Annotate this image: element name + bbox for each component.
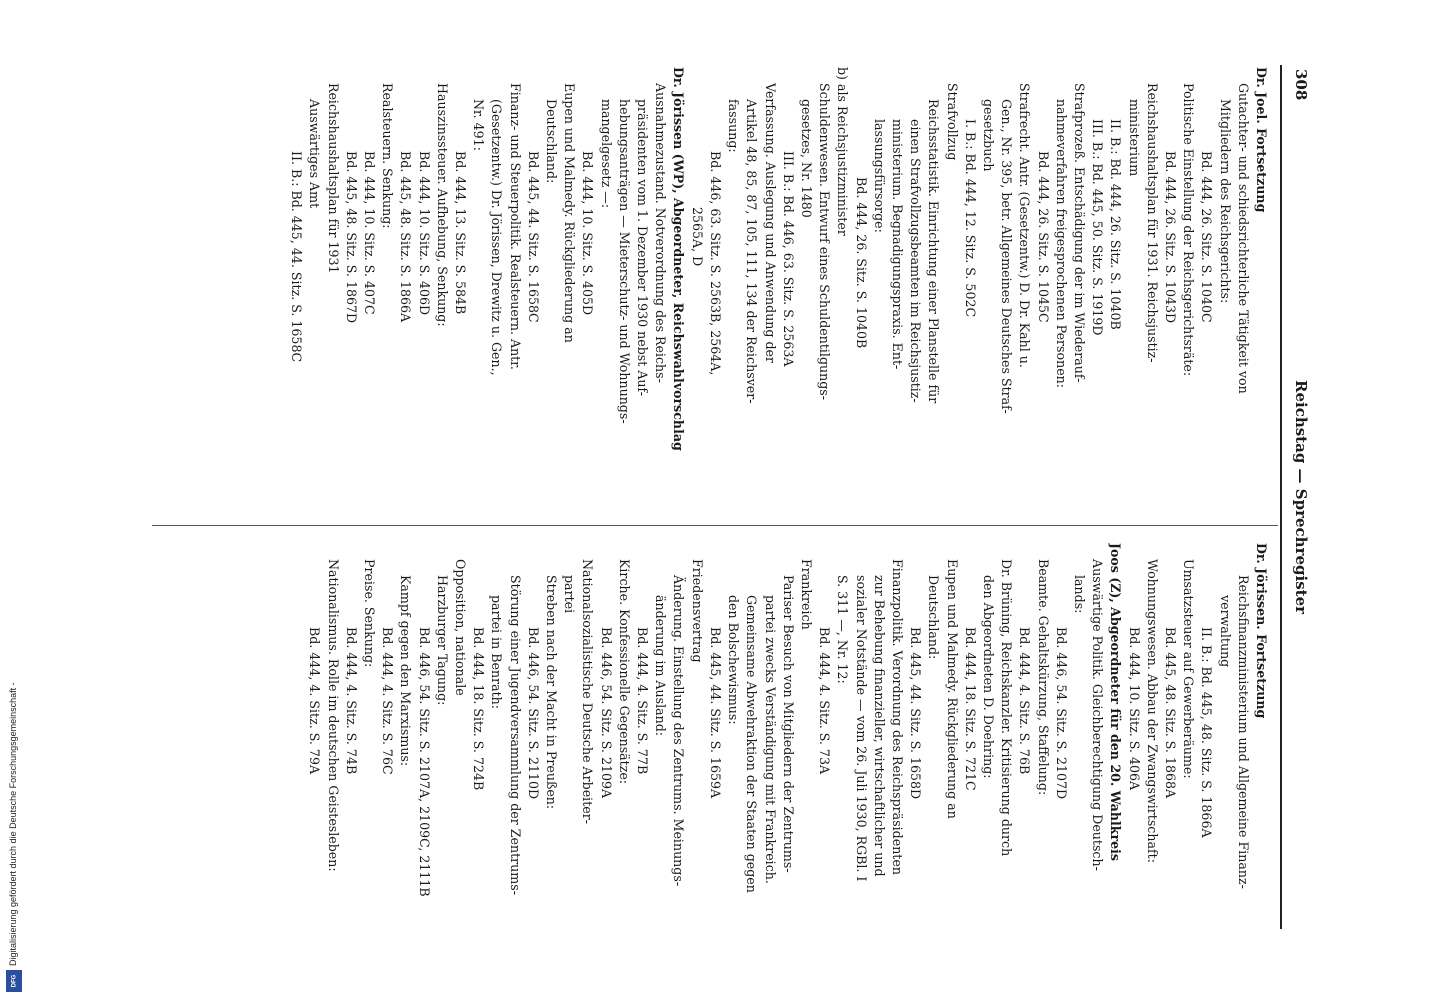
register-entry-line: änderung im Ausland:	[653, 595, 669, 737]
register-entry-line: III. B.: Bd. 446, 63. Sitz. S. 2563A	[780, 151, 796, 367]
register-entry-line: Gutachter- und schiedsrichterliche Tätigkeit von	[1235, 83, 1251, 394]
register-name-heading: Joos (Z), Abgeordneter für den 20. Wahlkreis	[1108, 543, 1124, 862]
register-entry-line: Bd. 445, 44. Sitz. S. 1658D	[908, 627, 924, 800]
dfg-logo-text: DFG	[10, 974, 17, 988]
register-entry-line: Artikel 48, 85, 87, 105, 111, 134 der Reichsver-	[744, 99, 760, 404]
register-entry-line: Bd. 446, 54. Sitz. S. 2109A	[598, 627, 614, 799]
register-entry-line: zur Behebung finanzieller, wirtschaftlicher und	[871, 575, 887, 877]
register-entry-line: Harzburger Tagung:	[434, 575, 450, 706]
register-entry-line: Bd. 444, 26. Sitz. S. 1040B	[853, 177, 869, 349]
footer-credit: Digitalisierung gefördert durch die Deutsche Forschungsgemeinschaft -	[8, 682, 18, 966]
register-entry-line: Bd. 446, 54. Sitz. S. 2107A, 2109C, 2111B	[416, 627, 432, 897]
register-entry-line: gesetzbuch	[980, 99, 996, 172]
register-entry-line: Preise. Senkung:	[362, 559, 378, 668]
register-entry-line: Deutschland:	[544, 99, 560, 184]
register-entry-line: Beamte. Gehaltskürzung, Staffelung:	[1035, 559, 1051, 796]
right-column	[305, 543, 1270, 993]
register-name-heading: Dr. Jörissen. Fortsetzung	[1254, 543, 1269, 719]
register-entry-line: Reichsstatistik. Einrichtung einer Planstelle für	[926, 99, 942, 404]
register-entry-line: Kirche. Konfessionelle Gegensätze:	[616, 559, 632, 785]
digitization-footer	[2, 600, 28, 995]
dfg-logo	[6, 970, 22, 992]
register-entry-line: Bd. 444, 4. Sitz. S. 73A	[817, 627, 833, 775]
register-entry-line: Gemeinsame Abwehraktion der Staaten gegen	[744, 595, 760, 893]
register-entry-line: Strafvollzug	[944, 83, 960, 161]
left-column	[287, 67, 1270, 517]
register-entry-line: Bd. 444, 4. Sitz. S. 77B	[635, 627, 651, 775]
register-entry-line: Nr. 491:	[471, 99, 487, 151]
register-entry-line: Reichsfinanzministerium und Allgemeine Finanz-	[1235, 575, 1251, 889]
register-entry-line: gesetzes, Nr. 1480	[798, 99, 814, 218]
register-entry-line: Gen., Nr. 395, betr. Allgemeines Deutsches Straf-	[999, 99, 1015, 414]
register-entry-line: Umsatzsteuer auf Gewerberäume:	[1181, 559, 1197, 779]
register-entry-line: Deutschland:	[926, 575, 942, 660]
register-entry-line: Bd. 444, 4. Sitz. S. 76C	[380, 627, 396, 775]
register-entry-line: Bd. 444, 4. Sitz. S. 74B	[343, 627, 359, 775]
register-entry-line: Bd. 444, 4. Sitz. S. 79A	[307, 627, 323, 775]
column-divider	[152, 525, 1278, 526]
register-entry-line: Finanz- und Steuerpolitik. Realsteuern. Antr.	[507, 83, 523, 370]
register-entry-line: Bd. 444, 18. Sitz. S. 721C	[962, 627, 978, 791]
register-entry-line: Bd. 444, 26. Sitz. S. 1040C	[1199, 151, 1215, 323]
register-entry-line: Kampf gegen den Marxismus:	[398, 575, 414, 767]
register-entry-line: II. B.: Bd. 445, 48. Sitz. S. 1866A	[1199, 627, 1215, 838]
register-entry-line: einen Strafvollzugsbeamten im Reichsjustiz-	[908, 119, 924, 403]
register-entry-line: Ausnahmezustand. Notverordnung des Reichs-	[653, 83, 669, 383]
register-entry-line: lands:	[1071, 575, 1087, 614]
register-entry-line: Politische Einstellung der Reichsgerichtsräte:	[1181, 83, 1197, 377]
register-entry-line: Dr. Brüning, Reichskanzler. Kritisierung durch	[999, 559, 1015, 857]
register-entry-line: (Gesetzentw.) Dr. Jörissen, Drewitz u. Gen.,	[489, 99, 505, 376]
register-entry-line: Änderung. Einstellung des Zentrums. Meinungs-	[671, 575, 687, 887]
register-entry-line: Hauszinssteuer. Aufhebung, Senkung:	[434, 83, 450, 327]
register-entry-line: b) als Reichsjustizminister	[835, 67, 851, 236]
register-entry-line: Bd. 445, 48. Sitz. S. 1868A	[1162, 627, 1178, 799]
register-entry-line: Bd. 444, 10. Sitz. S. 405D	[580, 151, 596, 316]
register-entry-line: Bd. 445, 44. Sitz. S. 1659A	[707, 627, 723, 799]
register-entry-line: Bd. 444, 26. Sitz. S. 1043D	[1162, 151, 1178, 324]
register-entry-line: II. B.: Bd. 444, 26. Sitz. S. 1040B	[1108, 119, 1124, 330]
register-entry-line: Realsteuern. Senkung:	[380, 83, 396, 229]
register-name-heading: Dr. Jörissen (WP), Abgeordneter, Reichswahlvorschlag	[671, 67, 687, 451]
register-entry-line: 2565A, D	[689, 207, 705, 267]
register-entry-line: III. B.: Bd. 445, 50. Sitz. S. 1919D	[1090, 119, 1106, 336]
register-entry-line: ministerium	[1126, 99, 1142, 177]
register-entry-line: II. B.: Bd. 445, 44. Sitz. S. 1658C	[289, 151, 305, 363]
register-entry-line: sozialer Notstände — vom 26. Juli 1930, RGBl. I	[853, 575, 869, 882]
register-entry-line: Bd. 444, 4. Sitz. S. 76B	[1017, 627, 1033, 775]
register-entry-line: Eupen und Malmedy. Rückgliederung an	[562, 83, 578, 343]
register-entry-line: Strafrecht. Antr. (Gesetzentw.) D. Dr. Kahl u.	[1017, 83, 1033, 368]
register-entry-line: partei	[562, 575, 578, 614]
register-entry-line: Bd. 446, 54. Sitz. S. 2110D	[525, 627, 541, 800]
register-entry-line: mangelgesetz —:	[598, 99, 614, 209]
register-entry-line: Nationalsozialistische Deutsche Arbeiter-	[580, 559, 596, 825]
register-entry-line: partei in Benrath:	[489, 595, 505, 710]
register-entry-line: ministerium. Begnadigungspraxis. Ent-	[889, 119, 905, 370]
register-entry-line: Bd. 444, 26. Sitz. S. 1045C	[1035, 151, 1051, 323]
register-entry-line: S. 311 —, Nr. 12:	[835, 575, 851, 684]
register-entry-line: Bd. 444, 18. Sitz. S. 724B	[471, 627, 487, 791]
register-entry-line: Bd. 446, 54. Sitz. S. 2107D	[1053, 627, 1069, 800]
running-title: Reichstag — Sprechregister	[1292, 379, 1310, 615]
register-name-heading: Dr. Joel. Fortsetzung	[1254, 67, 1269, 213]
register-entry-line: Mitgliedern des Reichsgerichts:	[1217, 99, 1233, 304]
register-entry-line: Bd. 445, 48. Sitz. S. 1866A	[398, 151, 414, 323]
register-entry-line: Verfassung. Auslegung und Anwendung der	[762, 83, 778, 364]
register-entry-line: Finanzpolitik. Verordnung des Reichspräsidenten	[889, 559, 905, 875]
page-number: 308	[1292, 69, 1310, 101]
register-entry-line: Störung einer Jugendversammlung der Zentrums-	[507, 575, 523, 895]
register-entry-line: Reichshaushaltsplan für 1931. Reichsjustiz-	[1144, 83, 1160, 363]
register-page	[112, 45, 1322, 955]
register-entry-line: Nationalismus. Rolle im deutschen Geistesleben:	[325, 559, 341, 872]
register-entry-line: den Abgeordneten D. Doehring:	[980, 575, 996, 779]
register-entry-line: Pariser Besuch von Mitgliedern der Zentrums-	[780, 575, 796, 873]
register-entry-line: Bd. 445, 44. Sitz. S. 1658C	[525, 151, 541, 323]
register-entry-line: Bd. 444, 10. Sitz. S. 406D	[416, 151, 432, 316]
register-entry-line: den Bolschewismus:	[726, 595, 742, 725]
register-entry-line: Bd. 446, 63. Sitz. S. 2563B, 2564A,	[707, 151, 723, 376]
register-entry-line: Reichshaushaltsplan für 1931	[325, 83, 341, 274]
register-entry-line: Bd. 444, 10. Sitz. S. 407C	[362, 151, 378, 315]
register-entry-line: Opposition, nationale	[453, 559, 469, 696]
register-entry-line: hebungsanträgen — Mieterschutz- und Wohnungs-	[616, 99, 632, 424]
register-entry-line: fassung:	[726, 99, 742, 153]
register-entry-line: Wohnungswesen. Abbau der Zwangswirtschaft:	[1144, 559, 1160, 863]
register-entry-line: Friedensvertrag	[689, 559, 705, 663]
page-header	[1286, 69, 1312, 925]
register-entry-line: Auswärtige Politik. Gleichberechtigung Deutsch-	[1090, 559, 1106, 871]
register-entry-line: Streben nach der Macht in Preußen:	[544, 575, 560, 810]
register-entry-line: I. B.: Bd. 444, 12. Sitz. S. 502C	[962, 119, 978, 318]
register-entry-line: präsidenten vom 1. Dezember 1930 nebst Auf-	[635, 99, 651, 396]
register-entry-line: Eupen und Malmedy. Rückgliederung an	[944, 559, 960, 819]
register-entry-line: Bd. 444, 10. Sitz. S. 406A	[1126, 627, 1142, 791]
register-entry-line: lassungsfürsorge:	[871, 119, 887, 233]
register-entry-line: Bd. 444, 13. Sitz. S. 584B	[453, 151, 469, 315]
register-entry-line: partei zwecks Verständigung mit Frankreich.	[762, 595, 778, 884]
register-entry-line: Frankreich	[798, 559, 814, 630]
register-entry-line: Auswärtiges Amt	[307, 99, 323, 209]
header-rule	[1280, 65, 1282, 929]
register-entry-line: verwaltung	[1217, 595, 1233, 668]
register-entry-line: nahmeverfahren freigesprochenen Personen:	[1053, 99, 1069, 389]
register-entry-line: Bd. 445, 48. Sitz. S. 1867D	[343, 151, 359, 324]
register-entry-line: Schuldenwesen. Entwurf eines Schuldentilgungs-	[817, 83, 833, 401]
register-entry-line: Strafprozeß. Entschädigung der im Wiederauf-	[1071, 83, 1087, 383]
